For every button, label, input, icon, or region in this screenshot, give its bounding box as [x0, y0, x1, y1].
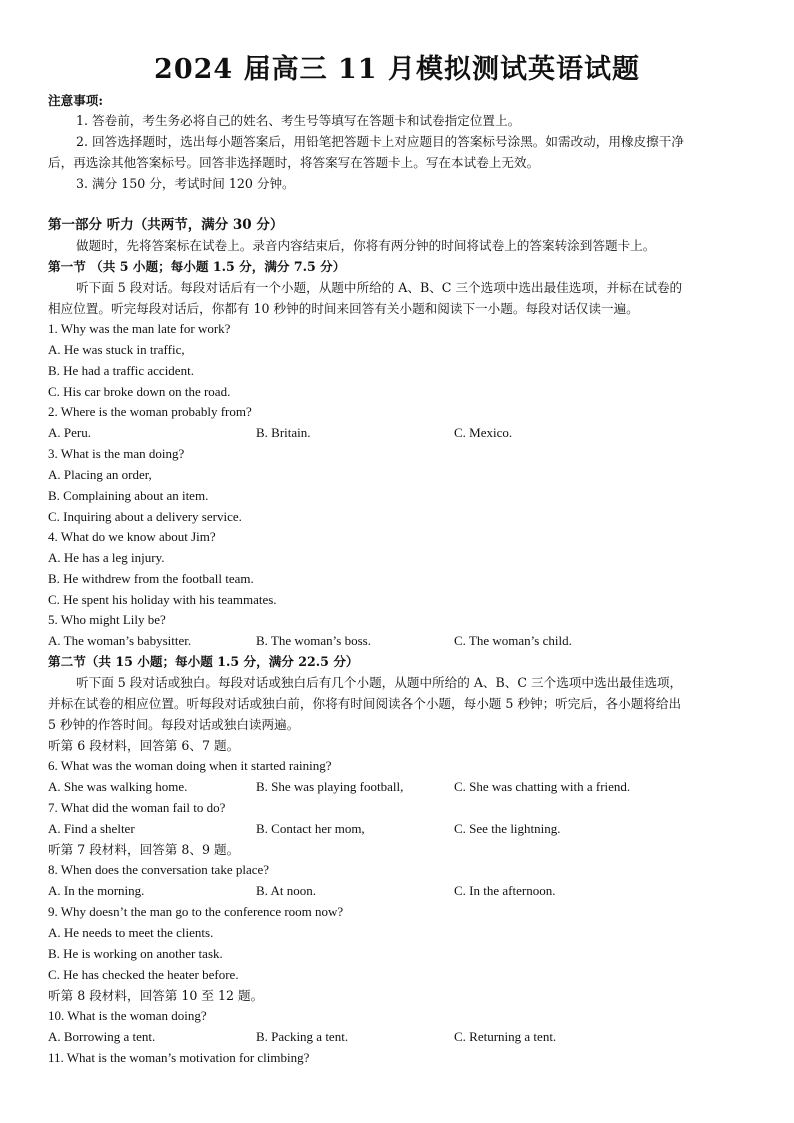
- question-10-option-a: A. Borrowing a tent.: [48, 1029, 156, 1044]
- section2-instruction-line-1: 听下面 5 段对话或独白。每段对话或独白后有几个小题，从题中所给的 A、B、C 三个选项中选出最佳选项，: [76, 675, 683, 690]
- question-8-option-c: C. In the afternoon.: [454, 883, 556, 898]
- question-1: 1. Why was the man late for work?: [48, 321, 231, 336]
- exam-title: 2024 届高三 11 月模拟测试英语试题: [154, 54, 640, 85]
- question-10: 10. What is the woman doing?: [48, 1008, 207, 1023]
- question-4-option-b: B. He withdrew from the football team.: [48, 571, 254, 586]
- question-7-option-a: A. Find a shelter: [48, 821, 135, 836]
- material-6-instruction: 听第 6 段材料，回答第 6、7 题。: [48, 738, 240, 753]
- question-6: 6. What was the woman doing when it started raining?: [48, 758, 332, 773]
- question-2-option-b: B. Britain.: [256, 425, 311, 440]
- question-5-option-a: A. The woman’s babysitter.: [48, 633, 192, 648]
- section2-instruction-line-2: 并标在试卷的相应位置。听每段对话或独白前，你将有时间阅读各个小题，每小题 5 秒钟；听完后，各小题将给出: [48, 696, 682, 711]
- question-10-option-b: B. Packing a tent.: [256, 1029, 349, 1044]
- question-8: 8. When does the conversation take place?: [48, 862, 270, 877]
- notice-item-2-line-2: 后，再选涂其他答案标号。回答非选择题时，将答案写在答题卡上。写在本试卷上无效。: [48, 155, 540, 170]
- question-9-option-a: A. He needs to meet the clients.: [48, 925, 214, 940]
- section1-instruction-line-2: 相应位置。听完每段对话后，你都有 10 秒钟的时间来回答有关小题和阅读下一小题。每段对话仅读一遍。: [48, 301, 639, 316]
- question-3-option-c: C. Inquiring about a delivery service.: [48, 509, 242, 524]
- notice-item-3: 3. 满分 150 分，考试时间 120 分钟。: [76, 176, 295, 191]
- question-9: 9. Why doesn’t the man go to the conference room now?: [48, 904, 344, 919]
- question-4-option-a: A. He has a leg injury.: [48, 550, 165, 565]
- question-7-option-b: B. Contact her mom,: [256, 821, 365, 836]
- question-7-options: [48, 820, 748, 838]
- material-7-instruction: 听第 7 段材料，回答第 8、9 题。: [48, 842, 240, 857]
- section1-instruction-line-1: 听下面 5 段对话。每段对话后有一个小题，从题中所给的 A、B、C 三个选项中选出最佳选项，并标在试卷的: [76, 280, 683, 295]
- question-9-option-c: C. He has checked the heater before.: [48, 967, 239, 982]
- question-8-option-a: A. In the morning.: [48, 883, 145, 898]
- question-8-option-b: B. At noon.: [256, 883, 316, 898]
- question-3: 3. What is the man doing?: [48, 446, 185, 461]
- question-5-option-c: C. The woman’s child.: [454, 633, 572, 648]
- question-2: 2. Where is the woman probably from?: [48, 404, 252, 419]
- notice-heading: 注意事项:: [48, 93, 104, 108]
- question-3-option-a: A. Placing an order,: [48, 467, 152, 482]
- question-2-option-c: C. Mexico.: [454, 425, 513, 440]
- question-4-option-c: C. He spent his holiday with his teammates.: [48, 592, 277, 607]
- question-6-option-a: A. She was walking home.: [48, 779, 188, 794]
- question-1-option-c: C. His car broke down on the road.: [48, 384, 231, 399]
- question-6-option-c: C. She was chatting with a friend.: [454, 779, 631, 794]
- material-8-instruction: 听第 8 段材料，回答第 10 至 12 题。: [48, 988, 264, 1003]
- question-2-options: [48, 424, 748, 442]
- part1-heading: 第一部分 听力（共两节，满分 30 分）: [48, 217, 284, 233]
- notice-item-1: 1. 答卷前，考生务必将自己的姓名、考生号等填写在答题卡和试卷指定位置上。: [76, 113, 521, 128]
- question-7: 7. What did the woman fail to do?: [48, 800, 226, 815]
- section2-instruction-line-3: 5 秒钟的作答时间。每段对话或独白读两遍。: [48, 717, 300, 732]
- question-1-option-b: B. He had a traffic accident.: [48, 363, 194, 378]
- question-5: 5. Who might Lily be?: [48, 612, 166, 627]
- question-11: 11. What is the woman’s motivation for climbing?: [48, 1050, 310, 1065]
- section1-heading: 第一节 （共 5 小题；每小题 1.5 分，满分 7.5 分）: [48, 259, 346, 274]
- notice-item-2-line-1: 2. 回答选择题时，选出每小题答案后，用铅笔把答题卡上对应题目的答案标号涂黑。如需改动，用橡皮擦干净: [76, 134, 684, 149]
- question-5-option-b: B. The woman’s boss.: [256, 633, 371, 648]
- question-2-option-a: A. Peru.: [48, 425, 91, 440]
- question-6-option-b: B. She was playing football,: [256, 779, 404, 794]
- part1-instruction: 做题时，先将答案标在试卷上。录音内容结束后，你将有两分钟的时间将试卷上的答案转涂到答题卡上。: [76, 238, 656, 253]
- question-10-options: [48, 1028, 748, 1046]
- section2-heading: 第二节（共 15 小题；每小题 1.5 分，满分 22.5 分）: [48, 654, 359, 669]
- question-10-option-c: C. Returning a tent.: [454, 1029, 557, 1044]
- question-3-option-b: B. Complaining about an item.: [48, 488, 209, 503]
- question-4: 4. What do we know about Jim?: [48, 529, 216, 544]
- question-7-option-c: C. See the lightning.: [454, 821, 561, 836]
- question-6-options: [48, 778, 748, 796]
- question-9-option-b: B. He is working on another task.: [48, 946, 223, 961]
- question-8-options: [48, 882, 748, 900]
- question-1-option-a: A. He was stuck in traffic,: [48, 342, 185, 357]
- question-5-options: [48, 632, 748, 650]
